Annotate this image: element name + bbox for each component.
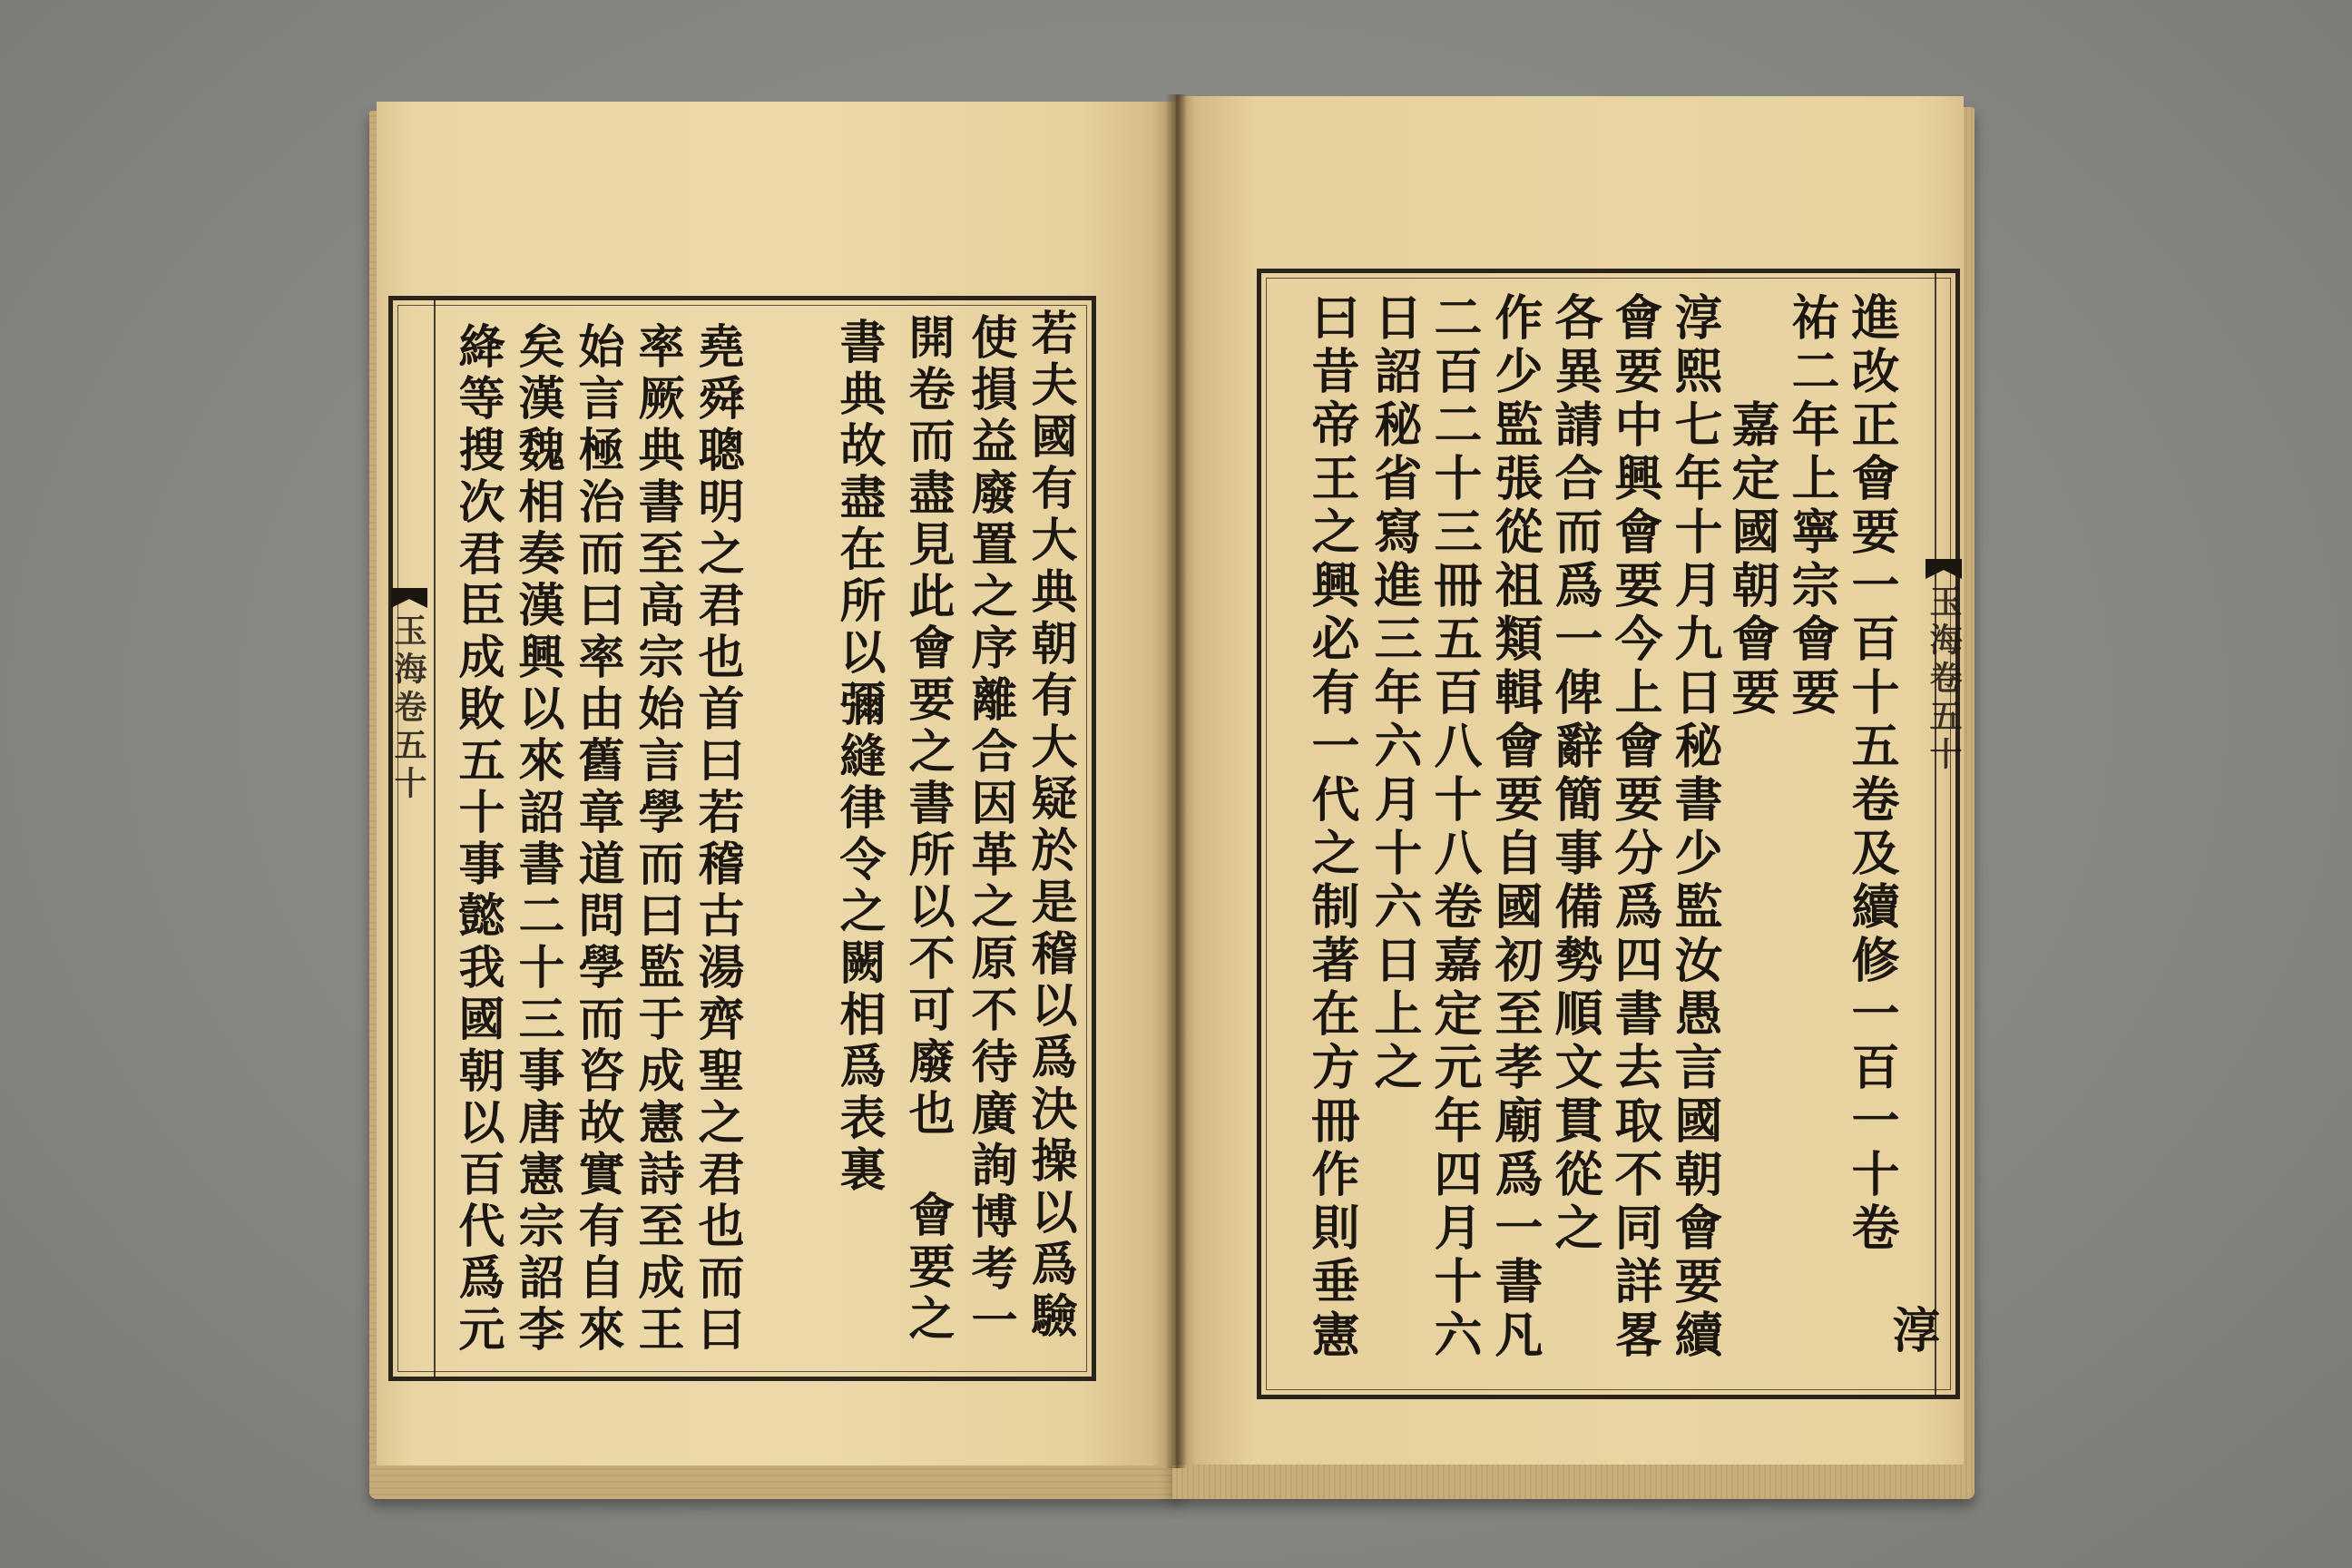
right-text-column-6: 各異請合而爲一俾辭簡事備勢順文貫從之 <box>1547 292 1603 1256</box>
left-text-column-3: 開卷而盡見此會要之書所以不可廢也 <box>900 313 955 1141</box>
right-text-column-4: 淳熙七年十月九日秘書少監汝愚言國朝會要續 <box>1667 292 1723 1363</box>
right-text-column-2: 祐二年上寧宗會要 <box>1784 292 1840 720</box>
right-text-column-5: 會要中興會要今上會要分爲四書去取不同詳畧 <box>1607 292 1663 1363</box>
left-text-column-3-note: 會要之 <box>900 1191 955 1346</box>
right-text-column-9: 日詔秘省寫進三年六月十六日上之 <box>1367 292 1423 1095</box>
right-text-column-7: 作少監張從祖類輯會要自國初至孝廟爲一書凡 <box>1487 292 1544 1363</box>
left-page-banner-title: 玉海卷五十 <box>389 613 427 804</box>
left-text-column-7: 始言極治而曰率由舊章道問學而咨故實有自來 <box>570 322 624 1357</box>
left-text-column-8: 矣漢魏相奏漢興以來詔書二十三事唐憲宗詔李 <box>510 322 564 1357</box>
right-text-column-1-tail: 淳 <box>1885 1305 1941 1358</box>
left-page-center-fold-line <box>434 299 436 1377</box>
left-text-column-5: 堯舜聰明之君也首曰若稽古湯齊聖之君也而曰 <box>690 322 744 1357</box>
left-text-column-6: 率厥典書至高宗始言學而曰監于成憲詩至成王 <box>630 322 684 1357</box>
left-text-column-2: 使損益廢置之序離合因革之原不待廣詢博考一 <box>963 313 1017 1348</box>
right-text-column-8: 二百二十三冊五百八十八卷嘉定元年四月十六 <box>1426 292 1483 1363</box>
left-text-column-4: 書典故盡在所以彌縫律令之闕相爲表裏 <box>831 318 886 1197</box>
right-page-banner-title: 玉海卷五十 <box>1925 584 1963 775</box>
left-text-column-9: 絳等搜次君臣成敗五十事懿我國朝以百代爲元 <box>450 322 505 1357</box>
book-spine-gutter <box>1165 94 1187 1468</box>
right-text-column-1: 進改正會要一百十五卷及續修一百一十卷 <box>1844 292 1900 1256</box>
right-page-center-fold-line <box>1935 272 1936 1396</box>
right-text-column-10: 曰昔帝王之興必有一代之制著在方冊作則垂憲 <box>1304 292 1360 1363</box>
right-text-column-3-heading: 嘉定國朝會要 <box>1724 399 1780 720</box>
left-text-column-1: 若夫國有大典朝有大疑於是稽以爲決操以爲驗 <box>1023 309 1077 1343</box>
